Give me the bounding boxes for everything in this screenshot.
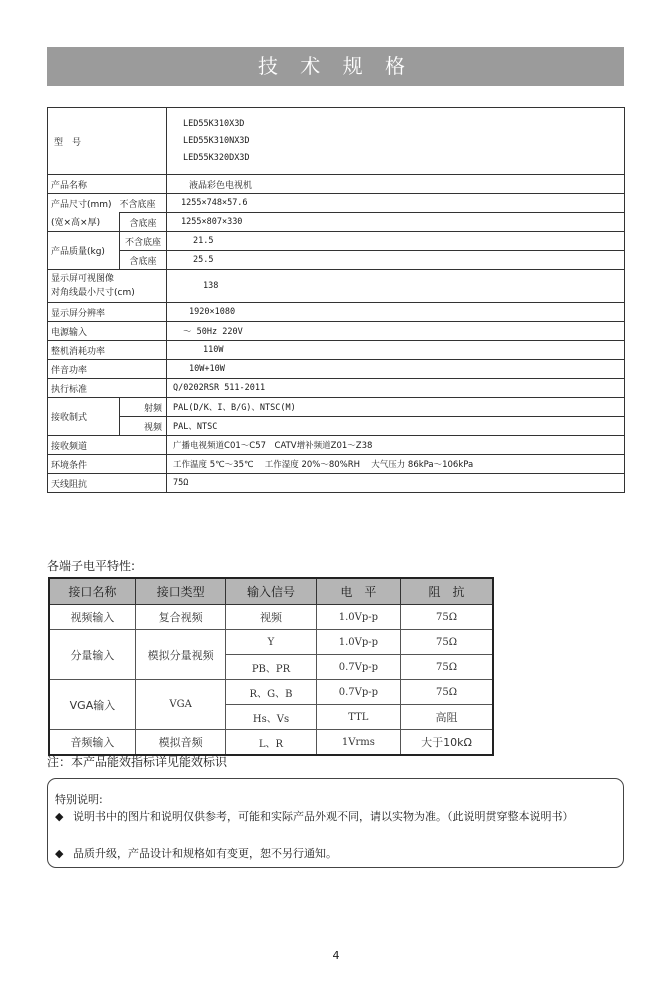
page-number: 4 <box>332 949 340 962</box>
spec-row-standard <box>48 379 625 398</box>
audio-power-value: 10W+10W <box>167 360 625 379</box>
column-header: 电 平 <box>316 578 400 605</box>
size-label-1: 产品尺寸(mm) <box>48 194 120 213</box>
level: 1Vrms <box>316 730 400 756</box>
power-input-label: 电源输入 <box>48 322 167 341</box>
spec-table <box>47 107 625 493</box>
level: 1.0Vp-p <box>316 630 400 655</box>
spec-row-receive-video <box>48 417 625 436</box>
table-row <box>49 730 493 756</box>
video-label: 视频 <box>120 417 167 436</box>
level: 1.0Vp-p <box>316 605 400 630</box>
spec-row-resolution <box>48 303 625 322</box>
impedance: 75Ω <box>401 655 493 680</box>
power-consumption-value: 110W <box>167 341 625 360</box>
model-item: LED55K310X3D <box>183 118 245 129</box>
product-name-label: 产品名称 <box>48 175 167 194</box>
interface-type: 模拟音频 <box>135 730 225 756</box>
spec-row-receive-rf <box>48 398 625 417</box>
terminals-heading: 各端子电平特性: <box>47 559 136 573</box>
special-notice-box <box>47 778 624 868</box>
impedance: 75Ω <box>401 630 493 655</box>
bullet-icon: ◆ <box>55 810 64 823</box>
interface-name: 分量输入 <box>49 630 135 680</box>
audio-power-label: 伴音功率 <box>48 360 167 379</box>
diagonal-value: 138 <box>167 270 625 303</box>
spec-row-diagonal <box>48 270 625 303</box>
impedance: 大于10kΩ <box>401 730 493 756</box>
product-name-value: 液晶彩色电视机 <box>167 175 625 194</box>
impedance: 高阻 <box>401 705 493 730</box>
diagonal-label <box>48 270 167 303</box>
weight-with-stand-label: 含底座 <box>120 251 167 270</box>
spec-row-weight-2 <box>48 251 625 270</box>
interface-type: VGA <box>135 680 225 730</box>
spec-row-antenna <box>48 474 625 493</box>
receive-system-label: 接收制式 <box>48 398 120 436</box>
standard-value: Q/0202RSR 511-2011 <box>167 379 625 398</box>
power-input-value: ～ 50Hz 220V <box>167 322 625 341</box>
interface-type: 复合视频 <box>135 605 225 630</box>
diagonal-label-line: 对角线最小尺寸(cm) <box>51 288 135 298</box>
size-with-stand-value: 1255×807×330 <box>167 213 625 232</box>
interface-name: 视频输入 <box>49 605 135 630</box>
model-item: LED55K320DX3D <box>183 152 250 163</box>
weight-label: 产品质量(kg) <box>48 232 120 270</box>
terminal-table <box>48 577 494 756</box>
table-row <box>49 605 493 630</box>
size-label-2: (宽×高×厚) <box>48 213 120 232</box>
interface-name: 音频输入 <box>49 730 135 756</box>
spec-row-weight-1 <box>48 232 625 251</box>
input-signal: L、R <box>226 730 316 756</box>
weight-with-stand-value: 25.5 <box>167 251 625 270</box>
antenna-value: 75Ω <box>167 474 625 493</box>
spec-row-audio-power <box>48 360 625 379</box>
spec-row-model <box>48 108 625 175</box>
special-notice-item: 说明书中的图片和说明仅供参考，可能和实际产品外观不同，请以实物为准。（此说明贯穿整本说明书） <box>73 810 574 823</box>
level: TTL <box>316 705 400 730</box>
environment-value: 工作温度 5℃～35℃ 工作湿度 20%～80%RH 大气压力 86kPa～106kPa <box>167 455 625 474</box>
video-value: PAL、NTSC <box>167 417 625 436</box>
bullet-icon: ◆ <box>55 847 64 860</box>
size-no-stand-label: 不含底座 <box>120 194 167 213</box>
impedance: 75Ω <box>401 680 493 705</box>
rf-value: PAL(D/K、I、B/G)、NTSC(M) <box>167 398 625 417</box>
size-with-stand-label: 含底座 <box>120 213 167 232</box>
resolution-value: 1920×1080 <box>167 303 625 322</box>
level: 0.7Vp-p <box>316 655 400 680</box>
table-row <box>49 630 493 655</box>
channels-label: 接收频道 <box>48 436 167 455</box>
spec-row-power-input <box>48 322 625 341</box>
spec-row-size-2 <box>48 213 625 232</box>
spec-row-power-consumption <box>48 341 625 360</box>
level: 0.7Vp-p <box>316 680 400 705</box>
standard-label: 执行标准 <box>48 379 167 398</box>
special-notice-item: 品质升级，产品设计和规格如有变更，恕不另行通知。 <box>73 847 337 860</box>
column-header: 阻 抗 <box>401 578 493 605</box>
model-label: 型 号 <box>48 108 167 175</box>
model-item: LED55K310NX3D <box>183 135 250 146</box>
input-signal: 视频 <box>226 605 316 630</box>
column-header: 接口类型 <box>135 578 225 605</box>
terminal-header-row <box>49 578 493 605</box>
environment-label: 环境条件 <box>48 455 167 474</box>
page-title: 技 术 规 格 <box>47 47 624 86</box>
spec-row-product-name <box>48 175 625 194</box>
diagonal-label-line: 显示屏可视图像 <box>51 274 115 284</box>
weight-no-stand-label: 不含底座 <box>120 232 167 251</box>
model-list <box>167 108 625 175</box>
input-signal: Hs、Vs <box>226 705 316 730</box>
antenna-label: 天线阻抗 <box>48 474 167 493</box>
input-signal: PB、PR <box>226 655 316 680</box>
impedance: 75Ω <box>401 605 493 630</box>
special-notice-title: 特别说明: <box>55 793 103 806</box>
input-signal: Y <box>226 630 316 655</box>
energy-note: 注：本产品能效指标详见能效标识 <box>47 755 228 769</box>
table-row <box>49 680 493 705</box>
rf-label: 射频 <box>120 398 167 417</box>
size-no-stand-value: 1255×748×57.6 <box>167 194 625 213</box>
channels-value: 广播电视频道C01～C57 CATV增补频道Z01～Z38 <box>167 436 625 455</box>
weight-no-stand-value: 21.5 <box>167 232 625 251</box>
spec-row-environment <box>48 455 625 474</box>
column-header: 输入信号 <box>226 578 316 605</box>
interface-type: 模拟分量视频 <box>135 630 225 680</box>
column-header: 接口名称 <box>49 578 135 605</box>
resolution-label: 显示屏分辨率 <box>48 303 167 322</box>
input-signal: R、G、B <box>226 680 316 705</box>
interface-name: VGA输入 <box>49 680 135 730</box>
power-consumption-label: 整机消耗功率 <box>48 341 167 360</box>
spec-row-size-1 <box>48 194 625 213</box>
spec-row-channels <box>48 436 625 455</box>
